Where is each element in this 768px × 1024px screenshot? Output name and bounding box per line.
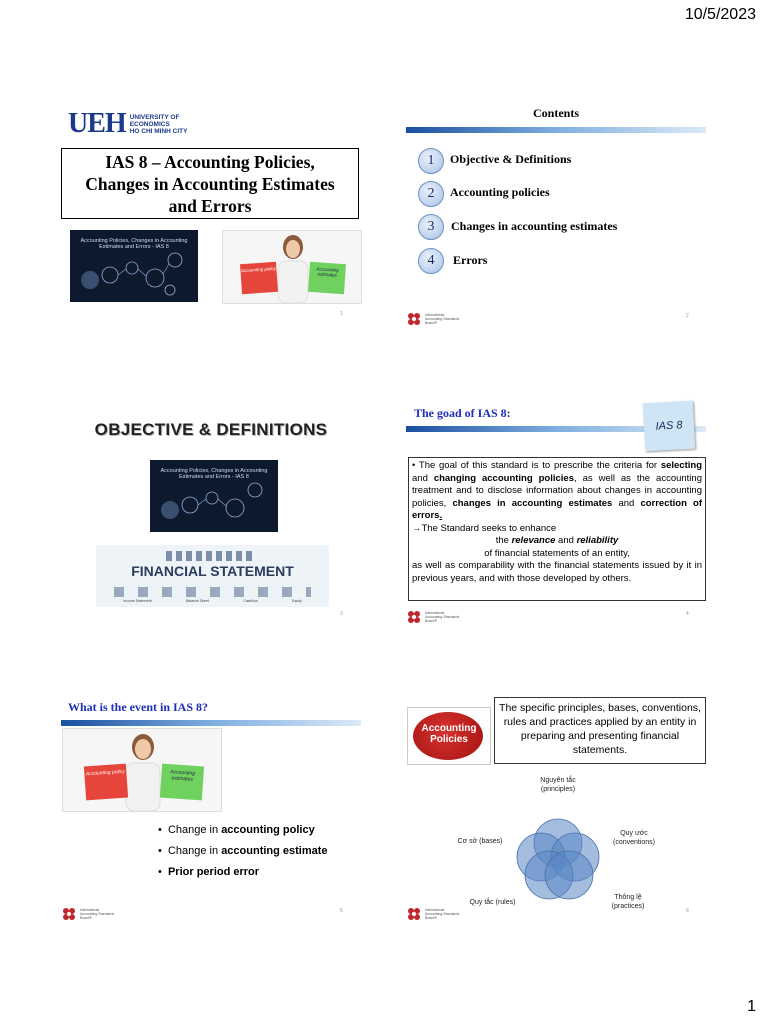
venn-label-principles [528,776,588,794]
goal-changes-estimates: changes in accounting estimates [452,497,613,509]
fs-label-balance: Balance Sheet [186,599,209,603]
ueh-logo-text [130,114,188,135]
slide-5-number: 5 [340,908,343,914]
card-accounting-policy-2: Accounting policy [84,764,128,801]
goal-of-fs: of financial statements of an entity, [484,547,630,559]
slide-4-number: 4 [686,611,689,617]
goal-selecting: selecting [660,460,702,471]
contents-title: Contents [532,106,579,120]
thumbnail-caption-line1: Accounting Policies, Changes in Accounting [80,238,188,244]
financial-statement-image [96,545,329,607]
event-bullet-3: • Prior period error [158,866,260,878]
iasb-text-line2: Accounting Standards [425,317,460,321]
fs-label-income: Income Statement [123,599,152,603]
prezi-thumbnail-2 [150,460,278,532]
iasb-text-4-line2: Accounting Standards [425,912,460,916]
goal-changing: changing accounting policies [433,472,574,484]
iasb-flower-icon-3 [61,907,77,921]
title-line-3: and Errors [168,196,252,216]
fs-label-equity: Equity [292,599,302,603]
iasb-text-3-line1: International [80,908,100,912]
accounting-policies-definition: The specific principles, bases, conventions, rules and practices applied by an entity in preparing and presenting financial statements. [494,697,706,764]
venn-label-practices-en: (practices) [611,903,645,910]
thumbnail-2-caption [150,468,278,480]
ueh-logo-line3: HO CHI MINH CITY [129,127,188,135]
iasb-flower-icon-4 [406,907,422,921]
contents-item-3: Changes in accounting estimates [451,219,618,233]
iasb-logo-slide-5 [61,907,114,921]
goal-the: the [495,535,512,546]
event-bullet-1-bold: accounting policy [221,824,315,836]
contents-number-2: 2 [418,181,444,207]
woman-with-cards-image [222,230,362,304]
goal-and-2: and [612,497,641,509]
objective-title: OBJECTIVE & DEFINITIONS [94,420,328,439]
iasb-text-4 [425,908,459,920]
contents-number-4: 4 [418,248,444,274]
event-title-bar [61,720,361,726]
goad-title: The goad of IAS 8: [414,406,511,420]
thumbnail-caption-line2: Estimates and Errors - IAS 8 [99,244,169,250]
title-line-1: IAS 8 – Accounting Policies, [105,152,315,172]
woman-with-cards-image-2 [62,728,222,812]
fs-icons-row [166,551,256,561]
ueh-logo [68,108,187,140]
venn-circle-practices [545,851,593,899]
goal-period: . [439,510,443,521]
venn-label-bases: Cơ sở (bases) [457,838,503,845]
card-accounting-estimates-2: Accounting estimates [160,764,204,801]
iasb-text-line1: International [425,313,445,317]
event-bullet-2: • Change in accounting estimate [158,845,328,857]
contents-number-3: 3 [418,214,444,240]
slide-6-number: 6 [686,908,689,914]
venn-label-principles-vi: Nguyên tắc [540,777,576,784]
contents-item-2: Accounting policies [450,185,550,199]
slide-1-title [61,148,359,219]
venn-label-principles-en: (principles) [540,786,576,793]
iasb-text-3-line3: Board® [80,916,92,920]
card-accounting-estimates: Accounting estimates [308,262,346,294]
iasb-text-3-line2: Accounting Standards [80,912,115,916]
goal-comparability: as well as comparability with the financial statements issued by it in previous years, and with those developed by others. [412,560,702,584]
venn-label-conventions-en: (conventions) [612,839,656,846]
goal-and-1: and [412,472,434,484]
page-number: 1 [747,998,756,1015]
print-date: 10/5/2023 [684,6,756,23]
venn-label-conventions [604,829,664,847]
thumbnail-2-caption-line1: Accounting Policies, Changes in Accounting [160,468,268,474]
ueh-logo-mark: UEH [68,108,126,139]
contents-title-bar [406,127,706,133]
slide-2-number: 2 [686,313,689,319]
goal-reliability: reliability [576,535,619,546]
thumbnail-2-caption-line2: Estimates and Errors - IAS 8 [179,474,249,480]
ueh-logo-line1: UNIVERSITY OF [129,113,180,121]
event-bullet-2-bold: accounting estimate [221,845,328,857]
contents-item-4: Errors [453,253,488,267]
iasb-logo-slide-6 [406,907,459,921]
iasb-text-2 [425,611,459,623]
card-accounting-policy: Accounting policy [240,262,278,294]
iasb-logo-slide-4 [406,610,459,624]
contents-item-1: Objective & Definitions [450,152,572,166]
ias8-sticky-note: IAS 8 [643,401,695,452]
goal-arrow-line: →The Standard seeks to enhance [412,522,557,534]
slide-3-number: 3 [340,611,343,617]
iasb-text-line3: Board® [425,321,437,325]
iasb-text-4-line3: Board® [425,916,437,920]
iasb-text [425,313,459,325]
goal-text-box [408,457,706,601]
iasb-flower-icon [406,312,422,326]
goal-and-3: and [555,535,577,546]
badge-line-2: Policies [430,734,468,745]
badge-line-1: Accounting [421,723,477,734]
venn-diagram [513,815,603,905]
iasb-logo-slide-2 [406,312,459,326]
accounting-policies-label [408,723,490,745]
fs-bottom-icons [114,587,311,597]
iasb-text-2-line1: International [425,611,445,615]
venn-label-rules: Quy tắc (rules) [469,899,516,906]
goal-relevance-line [412,535,702,548]
accounting-policies-badge [407,707,491,765]
venn-label-conventions-vi: Quy ước [620,830,648,837]
iasb-text-4-line1: International [425,908,445,912]
event-bullet-2-prefix: Change in [167,845,222,857]
slide-1-number: 1 [340,311,343,317]
event-bullet-1: • Change in accounting policy [158,824,315,836]
goal-text-2: , as well as the accounting treatment and to disclose information about changes in accounting policies, [412,472,702,509]
event-bullet-1-prefix: Change in [167,824,222,836]
goal-relevance: relevance [511,535,556,546]
prezi-thumbnail [70,230,198,302]
iasb-text-2-line2: Accounting Standards [425,615,460,619]
venn-label-practices-vi: Thông lệ [614,894,642,901]
goal-text-1: The goal of this standard is to prescribe the criteria for [418,460,658,471]
fs-labels [106,599,319,603]
title-line-2: Changes in Accounting Estimates [85,174,335,194]
event-title: What is the event in IAS 8? [68,700,209,714]
event-bullet-3-bold: Prior period error [167,866,260,878]
ueh-logo-line2: ECONOMICS [129,120,170,128]
iasb-text-2-line3: Board® [425,619,437,623]
fs-label-cashflow: Cashflow [243,599,258,603]
contents-number-1: 1 [418,148,444,174]
iasb-flower-icon-2 [406,610,422,624]
goal-correction: correction of errors [412,497,702,521]
goal-paragraph: • The goal of this standard is to prescribe the criteria for selecting and changing accounting policies, as well as the accounting treatment and to disclose information about changes in accounting policies, changes in accounting estimates and correction of errors. [412,460,702,521]
venn-label-practices [598,893,658,911]
thumbnail-caption [70,238,198,250]
iasb-text-3 [80,908,114,920]
financial-statement-title: FINANCIAL STATEMENT [131,563,294,579]
